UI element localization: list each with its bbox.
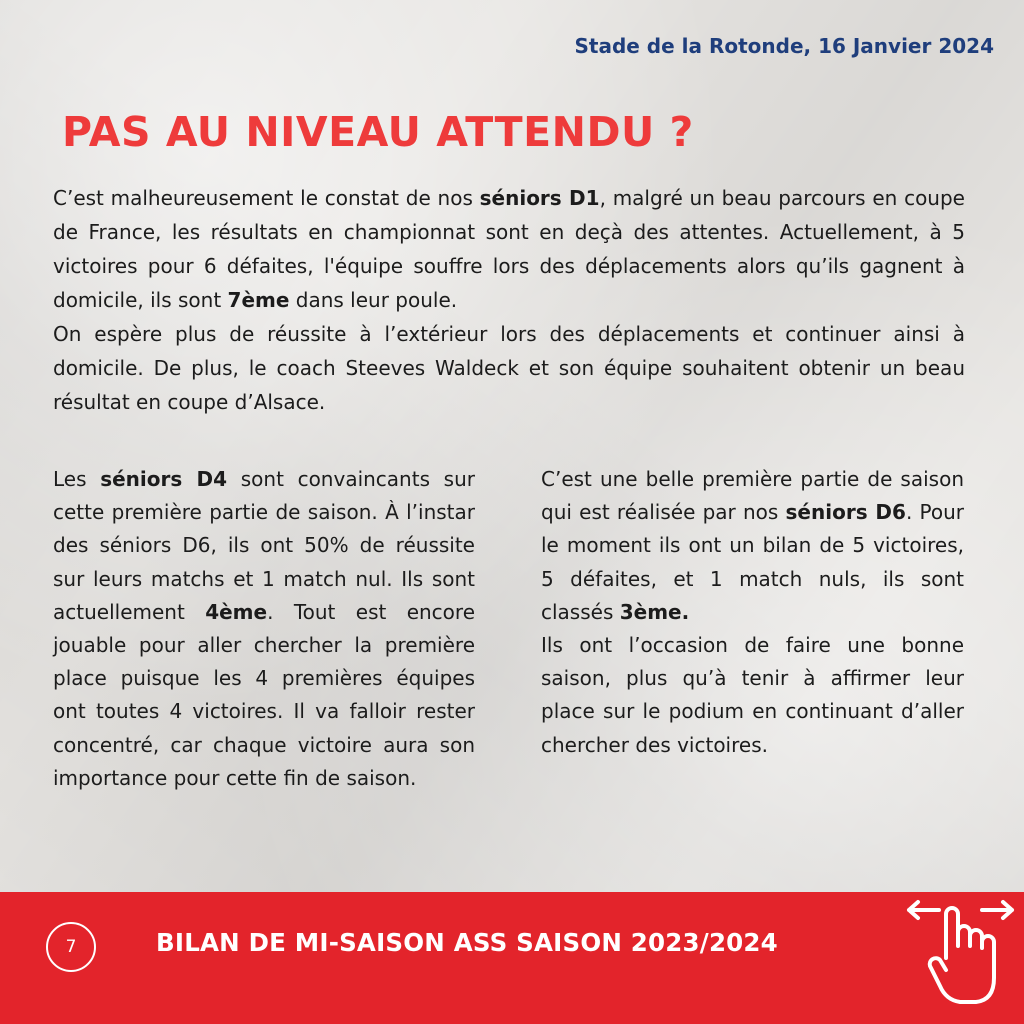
left-text-1: Les: [53, 467, 101, 491]
intro-section: [53, 181, 965, 419]
right-rank: 3ème.: [619, 599, 690, 624]
right-paragraph-2: Ils ont l’occasion de faire une bonne saison, plus qu’à tenir à affirmer leur place sur le podium en continuant d’aller chercher des victoires.: [541, 633, 964, 757]
intro-rank: 7ème: [227, 288, 290, 312]
right-text-1: C’est une belle première partie de saison qui est réalisée par nos: [541, 467, 964, 525]
intro-team-d1: séniors D1: [479, 186, 600, 210]
page-number: 7: [46, 922, 96, 972]
left-team-d4: séniors D4: [100, 467, 228, 491]
right-team-d6: séniors D6: [785, 500, 906, 525]
page-title: PAS AU NIVEAU ATTENDU ?: [62, 108, 694, 156]
left-text-3: . Tout est encore jouable pour aller chercher la première place puisque les 4 premières équipes ont toutes 4 victoires. Il va falloir rester concentré, car chaque victoire aura son importance pour cette fin de saison.: [53, 599, 476, 790]
left-column: [53, 463, 475, 795]
date-location: Stade de la Rotonde, 16 Janvier 2024: [574, 34, 994, 58]
left-text-2: sont convaincants sur cette première partie de saison. À l’instar des séniors D6, ils ont 50% de réussite sur leurs matchs et 1 match nul. Ils sont actuellement: [53, 467, 475, 624]
footer-title: BILAN DE MI-SAISON ASS SAISON 2023/2024: [156, 928, 778, 957]
footer-bar: [0, 892, 1024, 1024]
intro-text-2: , malgré un beau parcours en coupe de France, les résultats en championnat sont en deçà des attentes. Actuellement, à 5 victoires pour 6 défaites, l'équipe souffre lors des déplacements alors qu’ils gagnent à domicile, ils sont: [53, 186, 965, 312]
right-column: [541, 463, 964, 762]
swipe-hand-icon[interactable]: [904, 892, 1018, 1012]
intro-paragraph-2: On espère plus de réussite à l’extérieur lors des déplacements et continuer ainsi à domicile. De plus, le coach Steeves Waldeck et son équipe souhaitent obtenir un beau résultat en coupe d’Alsace.: [53, 322, 965, 414]
intro-text-1: C’est malheureusement le constat de nos: [53, 186, 480, 210]
intro-text-3: dans leur poule.: [289, 288, 458, 312]
left-rank: 4ème: [205, 599, 268, 624]
right-text-2: . Pour le moment ils ont un bilan de 5 victoires, 5 défaites, et 1 match nuls, ils sont classés: [541, 500, 964, 624]
